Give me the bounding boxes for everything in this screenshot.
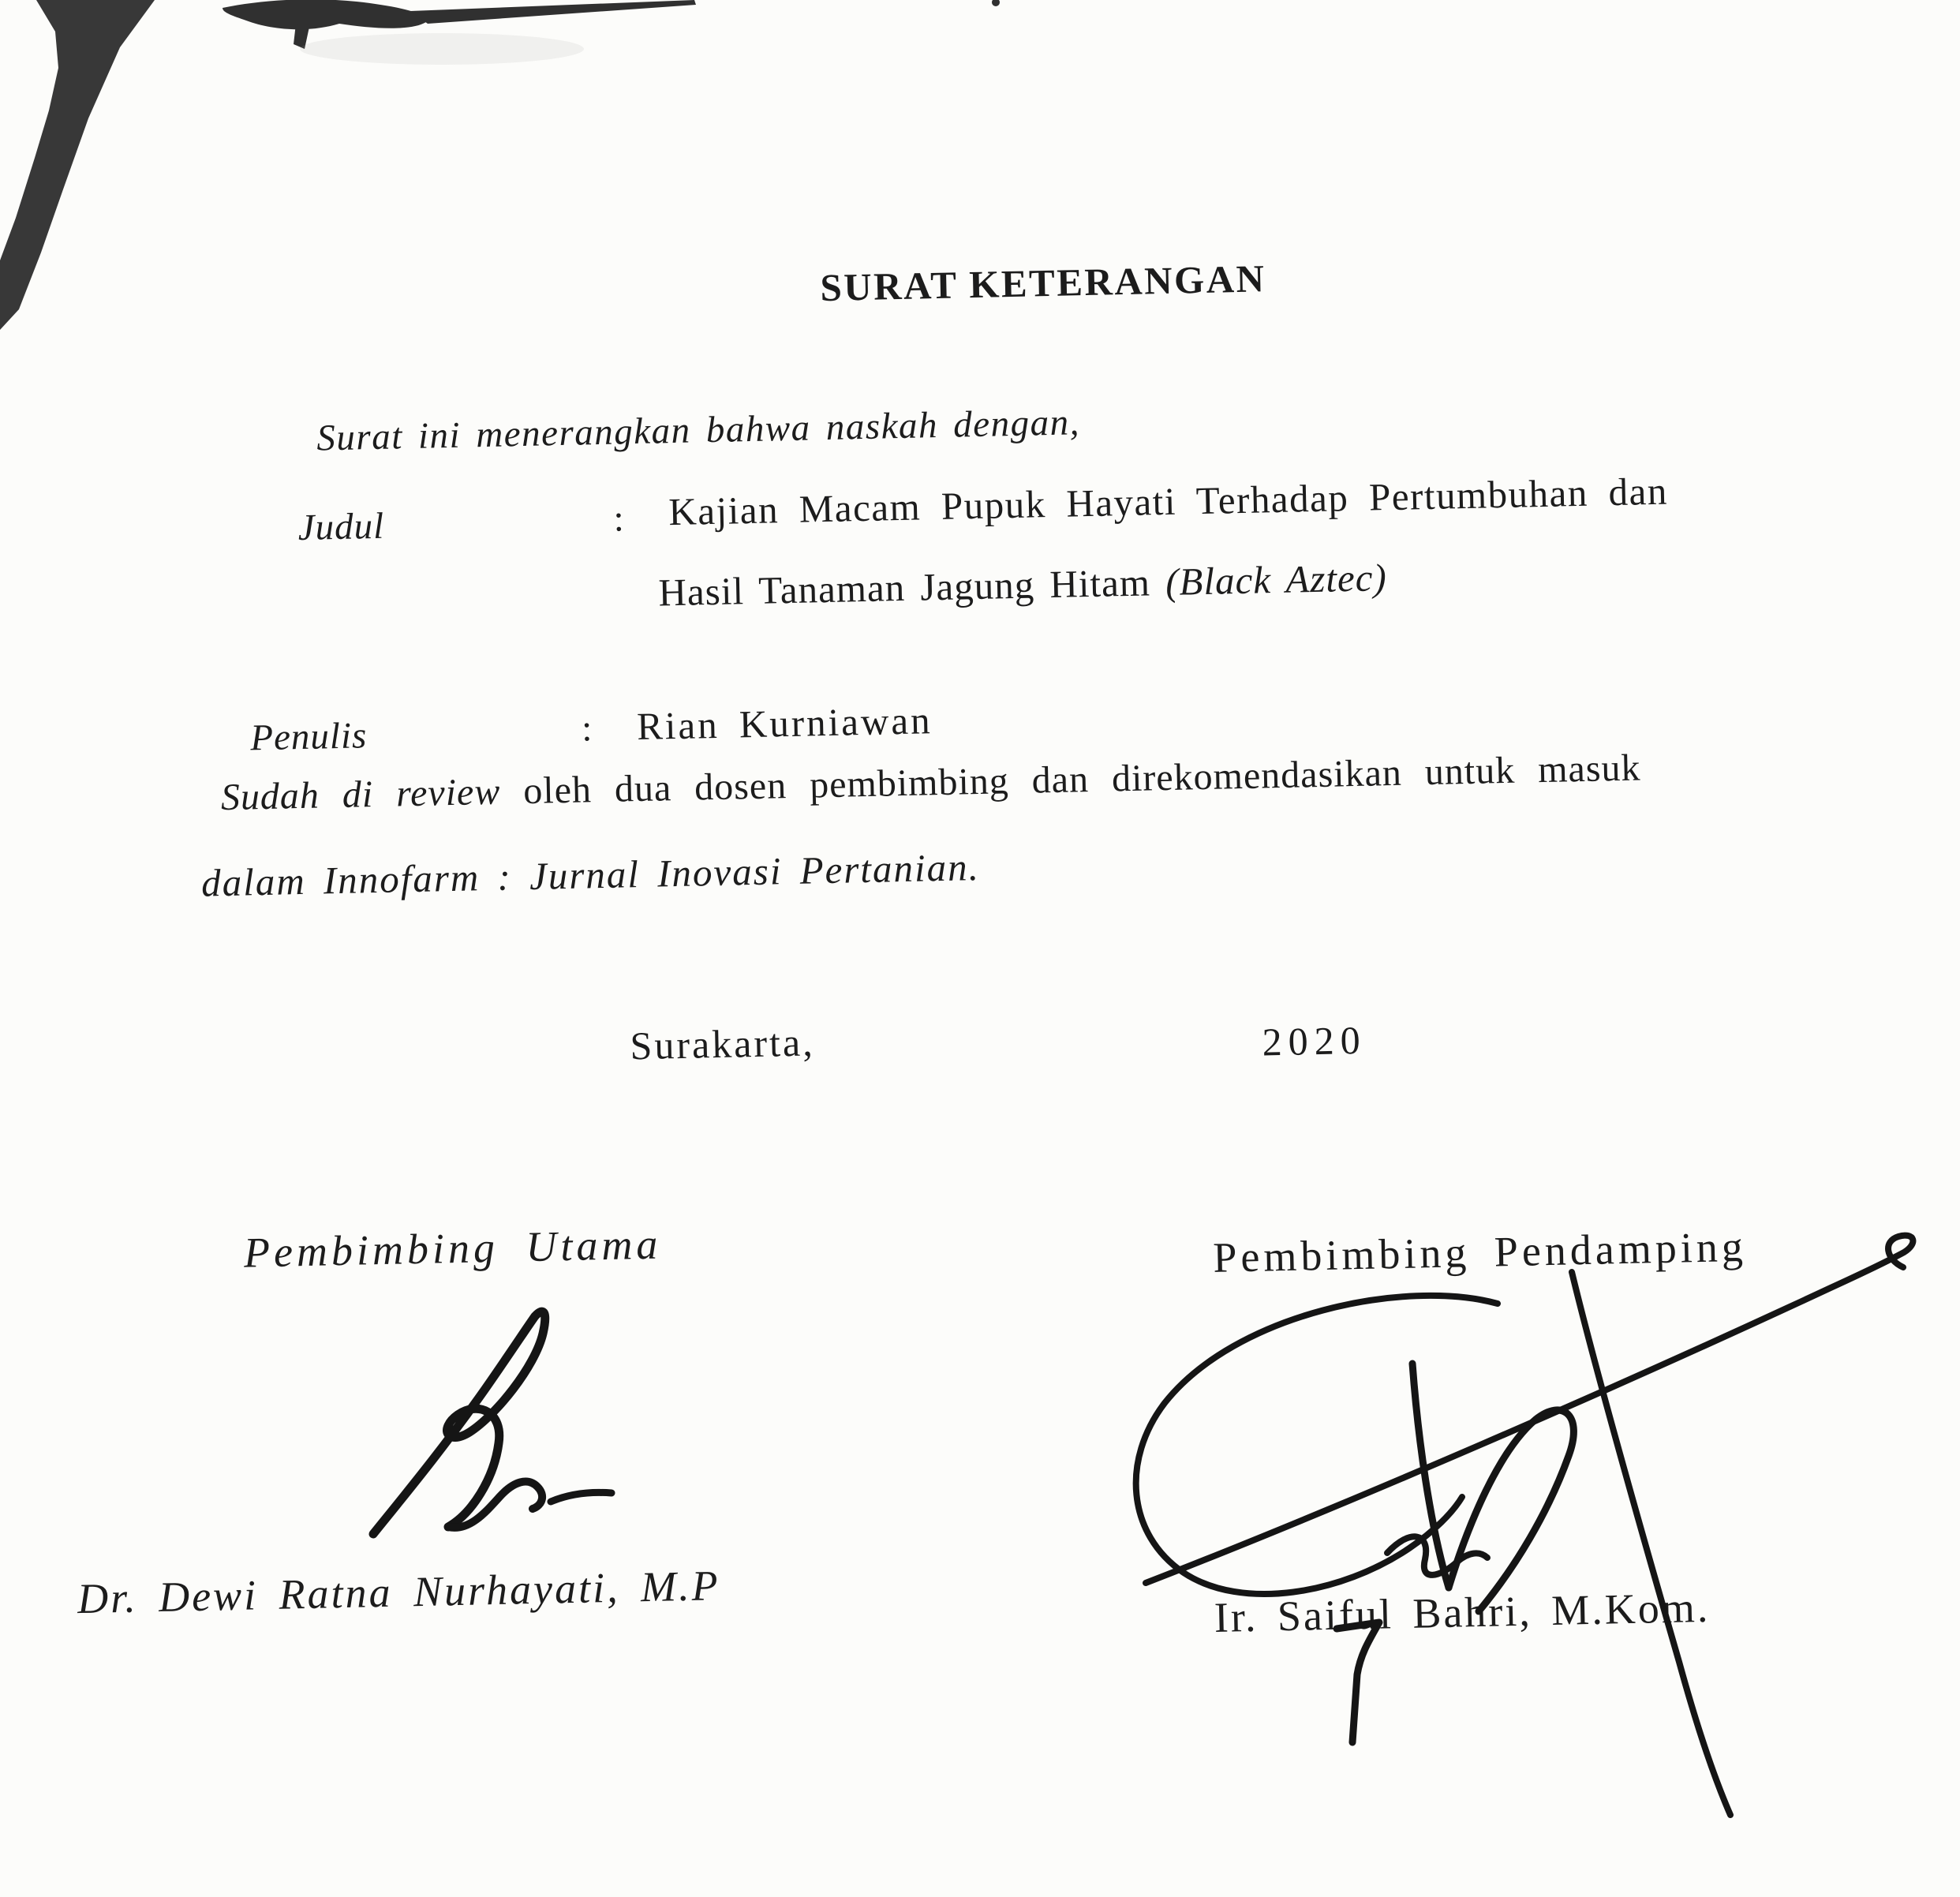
dateline-year: 2020 (1262, 1017, 1367, 1064)
judul-value-line1: Kajian Macam Pupuk Hayati Terhadap Pertumbuhan dan (668, 469, 1669, 534)
judul-colon: : (613, 498, 625, 540)
penulis-value: Rian Kurniawan (636, 698, 933, 749)
penulis-label: Penulis (249, 715, 368, 759)
judul-label: Judul (297, 505, 385, 548)
supervisor-role-left: Pembimbing Utama (243, 1220, 662, 1277)
judul-value-line2 (658, 556, 1387, 615)
dateline-city: Surakarta, (629, 1020, 816, 1068)
intro-line: Surat ini menerangkan bahwa naskah dengan, (316, 402, 1081, 459)
statement-line-1-rest: oleh dua dosen pembimbing dan direkomendasikan untuk masuk (499, 746, 1641, 813)
judul-value-line2-cultivar: (Black Aztec) (1165, 556, 1388, 604)
page-title: SURAT KETERANGAN (819, 256, 1266, 310)
supervisor-name-left: Dr. Dewi Ratna Nurhayati, M.P (77, 1562, 721, 1623)
judul-value-line2-plain: Hasil Tanaman Jagung Hitam (657, 559, 1166, 615)
supervisor-name-right: Ir. Saiful Bahri, M.Kom. (1214, 1583, 1711, 1641)
penulis-colon: : (581, 708, 593, 750)
statement-line-1-italic: Sudah di review (220, 770, 501, 819)
statement-line-1 (220, 746, 1641, 818)
statement-line-2: dalam Innofarm : Jurnal Inovasi Pertanian. (200, 844, 981, 905)
supervisor-role-right: Pembimbing Pendamping (1212, 1222, 1748, 1282)
